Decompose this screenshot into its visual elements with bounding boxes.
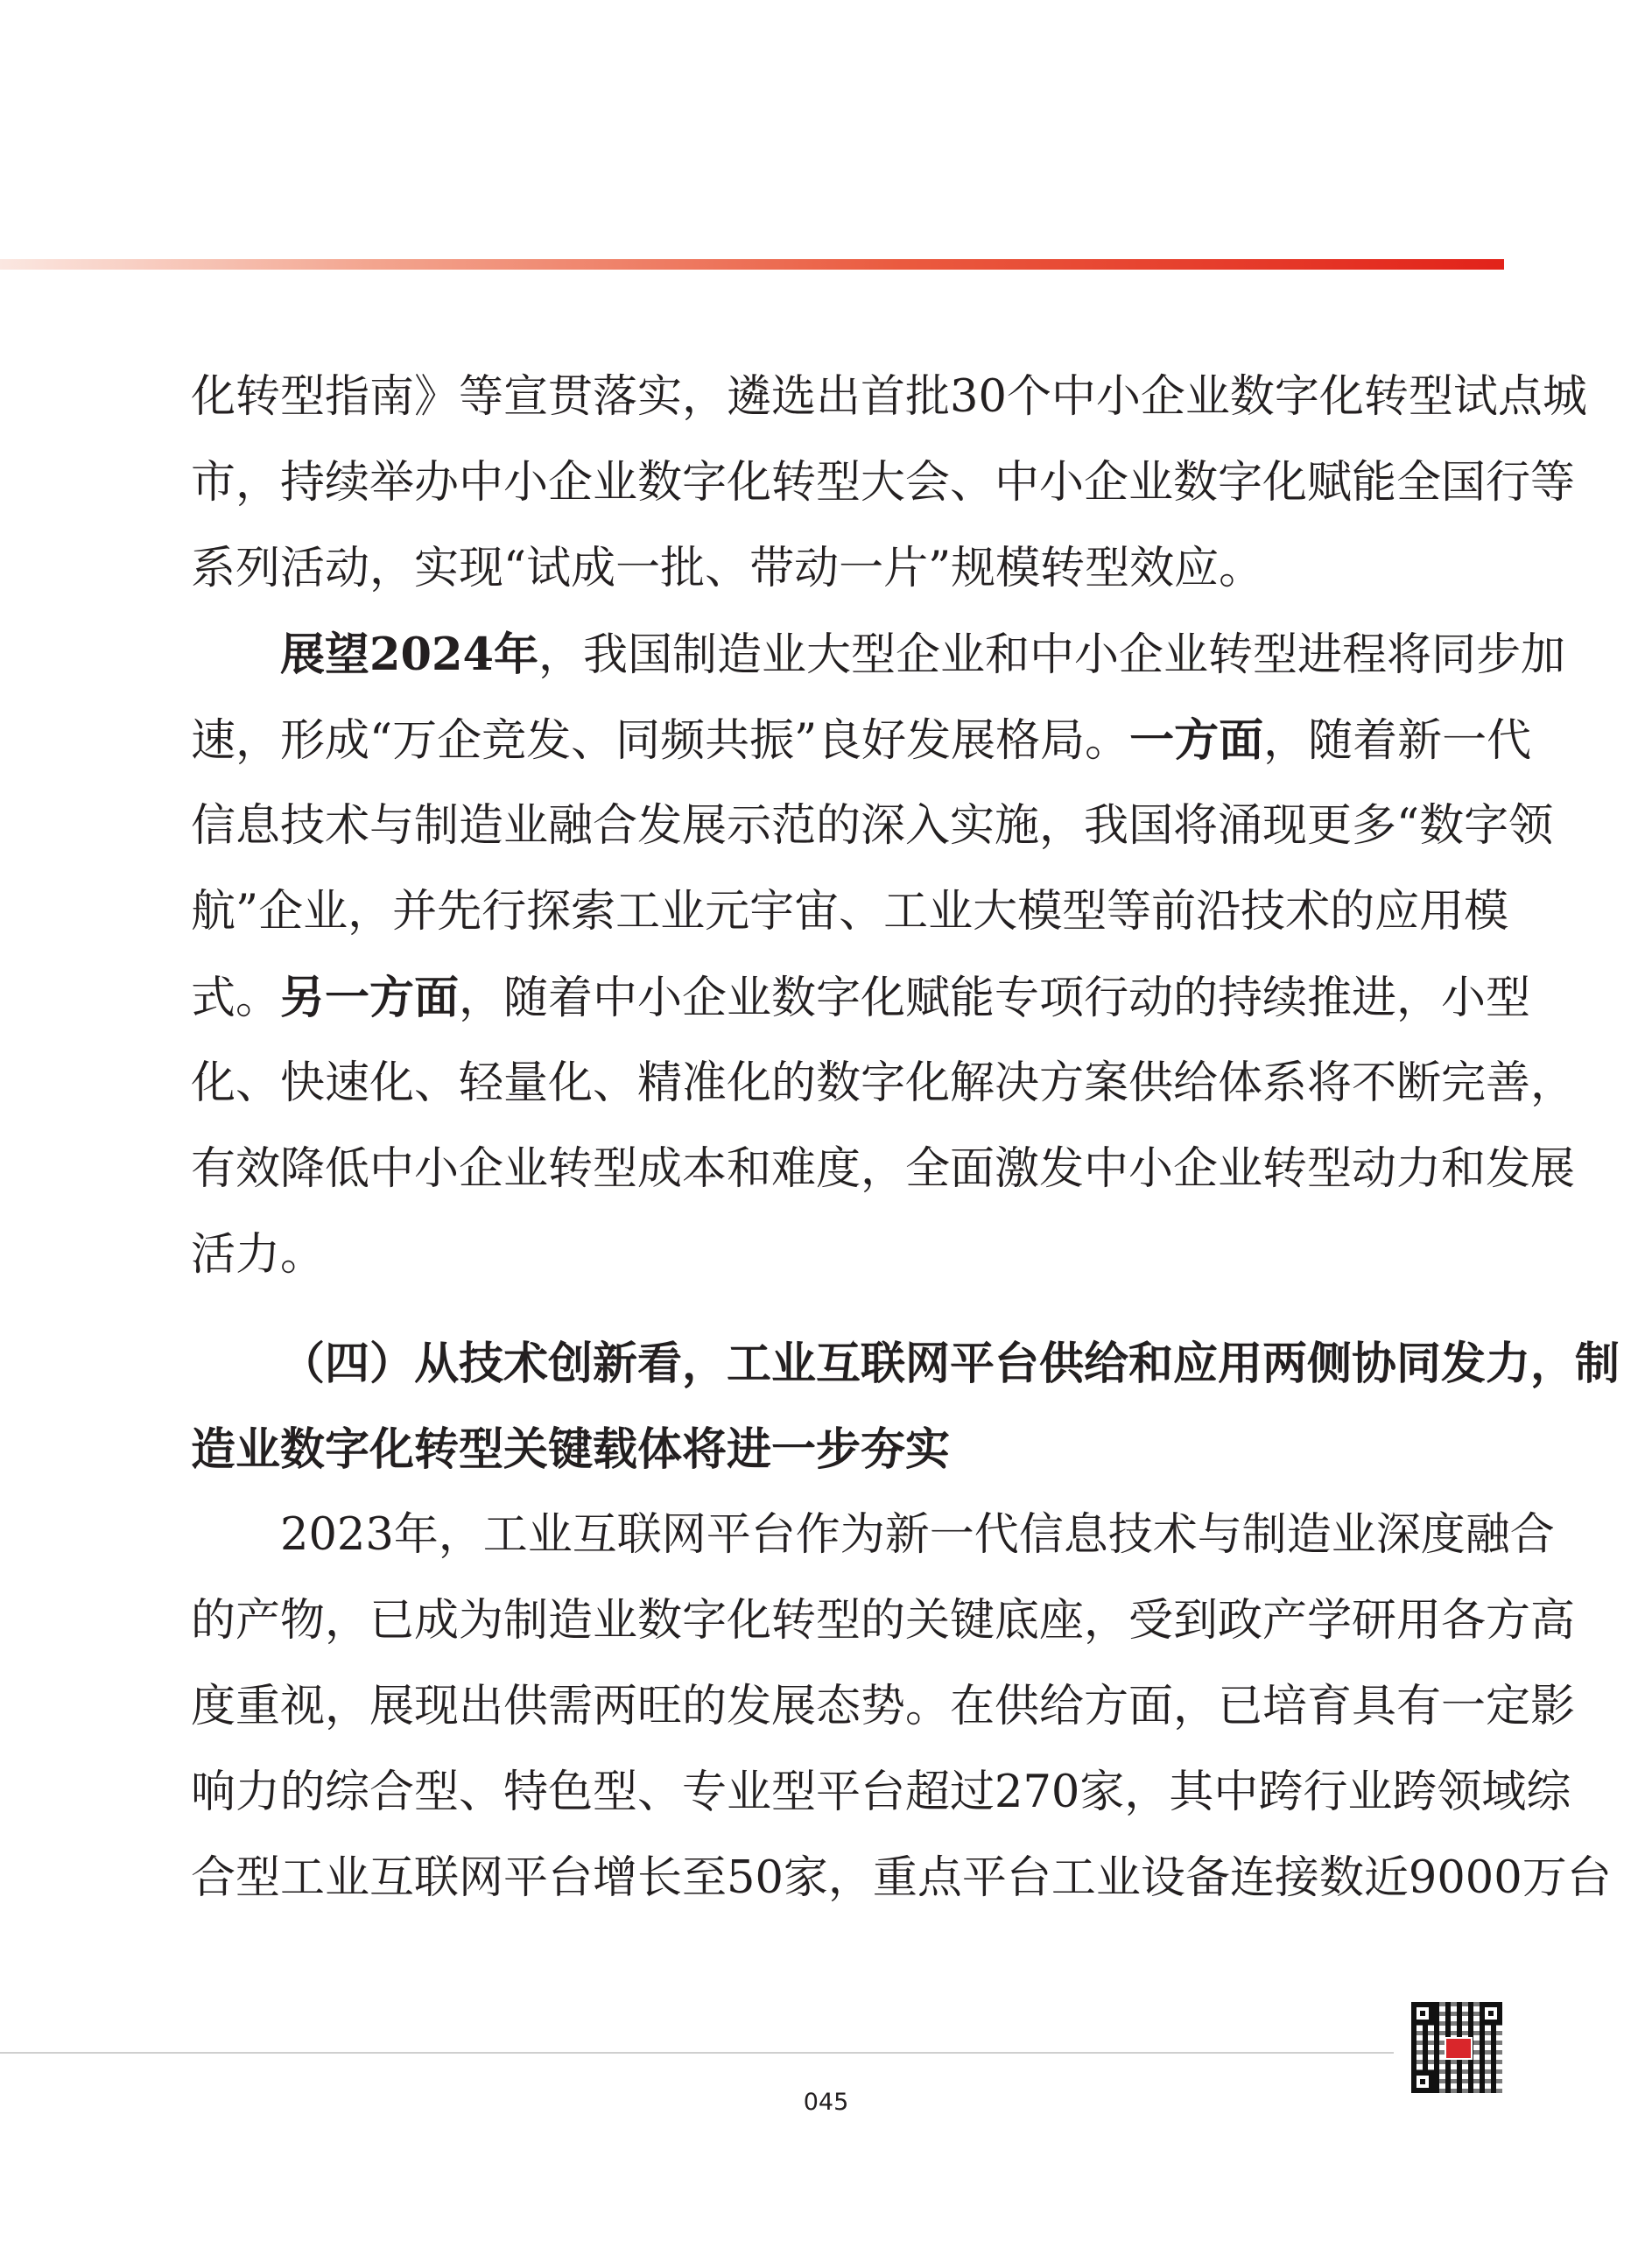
page-number: 045 bbox=[803, 2089, 849, 2116]
text-line: 市，持续举办中小企业数字化转型大会、中小企业数字化赋能全国行等 bbox=[191, 457, 1576, 509]
text-line: 活力。 bbox=[191, 1229, 326, 1281]
page-body bbox=[191, 355, 1620, 1921]
qr-logo-mark bbox=[1445, 2037, 1473, 2060]
text-line: 有效降低中小企业转型成本和难度，全面激发中小企业转型动力和发展 bbox=[191, 1143, 1576, 1195]
text-line: 2023年，工业互联网平台作为新一代信息技术与制造业深度融合 bbox=[280, 1509, 1555, 1561]
paragraph-outlook-2024 bbox=[191, 612, 1576, 1298]
text-run: ，随着中小企业数字化赋能专项行动的持续推进，小型 bbox=[459, 973, 1531, 1024]
text-line: 度重视，展现出供需两旺的发展态势。在供给方面，已培育具有一定影 bbox=[191, 1681, 1576, 1732]
paragraph-continuation bbox=[191, 355, 1587, 612]
heading-line: （四）从技术创新看，工业互联网平台供给和应用两侧协同发力，制 bbox=[280, 1338, 1620, 1390]
text-line: 的产物，已成为制造业数字化转型的关键底座，受到政产学研用各方高 bbox=[191, 1595, 1576, 1647]
footer-rule bbox=[0, 2052, 1394, 2054]
text-line bbox=[191, 955, 1531, 1041]
text-run: 速，形成“万企竞发、同频共振”良好发展格局。 bbox=[191, 715, 1130, 767]
text-line: 航”企业，并先行探索工业元宇宙、工业大模型等前沿技术的应用模 bbox=[191, 886, 1509, 938]
bold-phrase: 一方面 bbox=[1129, 714, 1264, 767]
qr-code-icon bbox=[1411, 2002, 1502, 2093]
qr-finder-pattern bbox=[1480, 2002, 1502, 2025]
text-run: ，随着新一代 bbox=[1263, 715, 1532, 767]
header-accent-bar bbox=[0, 259, 1504, 270]
text-line: 合型工业互联网平台增长至50家，重点平台工业设备连接数近9000万台 bbox=[191, 1852, 1612, 1904]
bold-phrase: 另一方面 bbox=[280, 972, 460, 1024]
text-line: 系列活动，实现“试成一批、带动一片”规模转型效应。 bbox=[191, 543, 1264, 594]
text-line bbox=[191, 698, 1532, 783]
text-line bbox=[191, 612, 1565, 698]
text-line: 响力的综合型、特色型、专业型平台超过270家，其中跨行业跨领域综 bbox=[191, 1767, 1571, 1818]
text-line: 化转型指南》等宣贯落实，遴选出首批30个中小企业数字化转型试点城 bbox=[191, 371, 1587, 423]
text-line: 化、快速化、轻量化、精准化的数字化解决方案供给体系将不断完善， bbox=[191, 1057, 1576, 1109]
paragraph-platform-2023 bbox=[191, 1493, 1612, 1921]
section-heading bbox=[191, 1321, 1620, 1493]
section-spacer bbox=[191, 1298, 1504, 1321]
bold-phrase: 展望2024年 bbox=[280, 629, 538, 681]
text-run: ，我国制造业大型企业和中小企业转型进程将同步加 bbox=[538, 629, 1565, 681]
heading-line: 造业数字化转型关键载体将进一步夯实 bbox=[191, 1423, 951, 1476]
qr-finder-pattern bbox=[1411, 2002, 1434, 2025]
text-run: 式。 bbox=[191, 973, 281, 1024]
text-line: 信息技术与制造业融合发展示范的深入实施，我国将涌现更多“数字领 bbox=[191, 800, 1554, 852]
